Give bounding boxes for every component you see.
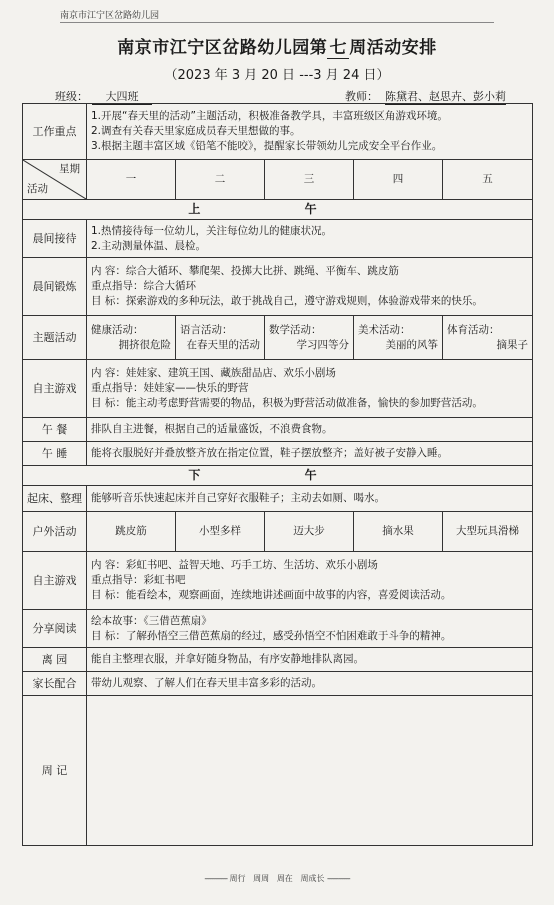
weekday-mon: 一 — [87, 160, 176, 200]
weekday-corner — [23, 160, 87, 200]
notes-row — [23, 696, 533, 846]
theme-type: 健康活动： — [91, 323, 144, 336]
theme-cell — [354, 316, 443, 360]
title-prefix: 南京市江宁区岔路幼儿园第 — [117, 38, 328, 58]
leave-row — [23, 648, 533, 672]
footer-item: 周行 — [229, 874, 246, 883]
family-content: 带幼儿观察、了解人们在春天里丰富多彩的活动。 — [87, 672, 533, 696]
exercise-line: 内 容：综合大循环、攀爬架、投掷大比拼、跳绳、平衡车、跳皮筋 — [91, 265, 399, 277]
reading-label: 分享阅读 — [23, 610, 87, 648]
weekday-corner-bottom: 活动 — [27, 183, 48, 195]
reading-content — [87, 610, 533, 648]
class-label: 班级： — [55, 90, 88, 103]
weekday-thu: 四 — [354, 160, 443, 200]
free-play-pm-label: 自主游戏 — [23, 552, 87, 610]
teacher-value: 陈黛君、赵思卉、彭小莉 — [385, 90, 506, 103]
lunch-content: 排队自主进餐，根据自己的适量盛饭，不浪费食物。 — [87, 418, 533, 442]
wakeup-label: 起床、整理 — [23, 486, 87, 512]
family-label: 家长配合 — [23, 672, 87, 696]
theme-cell — [443, 316, 533, 360]
outdoor-label: 户外活动 — [23, 512, 87, 552]
reception-row — [23, 220, 533, 258]
nap-content: 能将衣服脱好并叠放整齐放在指定位置，鞋子摆放整齐；盖好被子安静入睡。 — [87, 442, 533, 466]
theme-label: 主题活动 — [23, 316, 87, 360]
lunch-row — [23, 418, 533, 442]
theme-cell — [265, 316, 354, 360]
outdoor-item: 跳皮筋 — [87, 512, 176, 552]
notes-content — [87, 696, 533, 846]
page-footer — [0, 873, 554, 884]
free-play-pm-line: 目 标：能看绘本，观察画面，连续地讲述画面中故事的内容，喜爱阅读活动。 — [91, 589, 452, 601]
free-play-pm-line: 重点指导：彩虹书吧 — [91, 574, 186, 586]
title-suffix: 周活动安排 — [349, 38, 437, 58]
exercise-label: 晨间锻炼 — [23, 258, 87, 316]
exercise-row — [23, 258, 533, 316]
reading-line: 目 标：了解孙悟空三借芭蕉扇的经过，感受孙悟空不怕困难敢于斗争的精神。 — [91, 629, 452, 642]
weekday-tue: 二 — [176, 160, 265, 200]
footer-dashes-tail: ------------ — [327, 874, 350, 883]
footer-item: 周在 — [276, 874, 293, 883]
theme-activity: 摘果子 — [496, 338, 529, 351]
theme-cell — [87, 316, 176, 360]
theme-activity: 在春天里的活动 — [186, 338, 260, 351]
free-play-am-line: 重点指导：娃娃家——快乐的野营 — [91, 382, 249, 394]
exercise-line: 目 标：探索游戏的多种玩法，敢于挑战自己，遵守游戏规则，体验游戏带来的快乐。 — [91, 295, 483, 307]
outdoor-item: 迈大步 — [265, 512, 354, 552]
title-week: 七 — [327, 33, 349, 59]
theme-activity: 学习四等分 — [296, 338, 349, 351]
outdoor-row — [23, 512, 533, 552]
free-play-am-content — [87, 360, 533, 418]
free-play-pm-line: 内 容：彩虹书吧、益智天地、巧手工坊、生活坊、欢乐小剧场 — [91, 559, 378, 571]
focus-line: 2.调查有关春天里家庭成员春天里想做的事。 — [91, 125, 301, 137]
free-play-pm-row — [23, 552, 533, 610]
theme-cell — [176, 316, 265, 360]
exercise-line: 重点指导：综合大循环 — [91, 280, 196, 292]
date-range: （2023 年 3 月 20 日 ---3 月 24 日） — [164, 68, 390, 83]
theme-type: 美术活动： — [358, 323, 411, 336]
header-rule — [60, 22, 494, 23]
free-play-am-row — [23, 360, 533, 418]
outdoor-item: 大型玩具滑梯 — [443, 512, 533, 552]
free-play-am-line: 目 标：能主动考虑野营需要的物品，积极为野营活动做准备，愉快的参加野营活动。 — [91, 397, 483, 409]
wakeup-row — [23, 486, 533, 512]
theme-activity: 美丽的风筝 — [385, 338, 438, 351]
theme-row — [23, 316, 533, 360]
footer-item: 周成长 — [300, 874, 325, 883]
free-play-pm-content — [87, 552, 533, 610]
schedule-table — [22, 103, 533, 846]
afternoon-section-row — [23, 466, 533, 486]
focus-content — [87, 104, 533, 160]
nap-row — [23, 442, 533, 466]
theme-type: 体育活动： — [447, 323, 500, 336]
free-play-am-line: 内 容：娃娃家、建筑王国、藏族甜品店、欢乐小剧场 — [91, 367, 336, 379]
class-value: 大四班 — [92, 88, 152, 105]
teacher-label: 教师： — [345, 90, 378, 103]
weekday-wed: 三 — [265, 160, 354, 200]
focus-line: 1.开展“春天里的活动”主题活动，积极准备教学具，丰富班级区角游戏环境。 — [91, 110, 448, 122]
reception-content — [87, 220, 533, 258]
theme-type: 语言活动： — [180, 323, 233, 336]
reading-row — [23, 610, 533, 648]
lunch-label: 午 餐 — [23, 418, 87, 442]
outdoor-item: 摘水果 — [354, 512, 443, 552]
footer-dashes: ------------ — [204, 874, 227, 883]
focus-label: 工作重点 — [23, 104, 87, 160]
leave-label: 离 园 — [23, 648, 87, 672]
theme-type: 数学活动： — [269, 323, 322, 336]
page-title — [0, 33, 554, 59]
weekday-row — [23, 160, 533, 200]
theme-activity: 拥挤很危险 — [118, 338, 171, 351]
footer-item: 周周 — [253, 874, 270, 883]
leave-content: 能自主整理衣服，并拿好随身物品，有序安静地排队离园。 — [87, 648, 533, 672]
reception-line: 1.热情接待每一位幼儿，关注每位幼儿的健康状况。 — [91, 224, 333, 237]
focus-line: 3.根据主题丰富区域《铅笔不能咬》，提醒家长带领幼儿完成安全平台作业。 — [91, 140, 443, 152]
reading-line: 绘本故事：《三借芭蕉扇》 — [91, 614, 212, 627]
morning-section-row — [23, 200, 533, 220]
notes-label: 周 记 — [23, 696, 87, 846]
reception-line: 2.主动测量体温、晨检。 — [91, 239, 207, 252]
weekday-corner-top: 星期 — [59, 163, 80, 175]
free-play-am-label: 自主游戏 — [23, 360, 87, 418]
reception-label: 晨间接待 — [23, 220, 87, 258]
exercise-content — [87, 258, 533, 316]
morning-section-label: 上 午 — [23, 200, 533, 220]
outdoor-item: 小型多样 — [176, 512, 265, 552]
wakeup-content: 能够听音乐快速起床并自己穿好衣服鞋子；主动去如厕、喝水。 — [87, 486, 533, 512]
school-header: 南京市江宁区岔路幼儿园 — [60, 11, 160, 21]
afternoon-section-label: 下 午 — [23, 466, 533, 486]
focus-row — [23, 104, 533, 160]
family-row — [23, 672, 533, 696]
nap-label: 午 睡 — [23, 442, 87, 466]
weekday-fri: 五 — [443, 160, 533, 200]
